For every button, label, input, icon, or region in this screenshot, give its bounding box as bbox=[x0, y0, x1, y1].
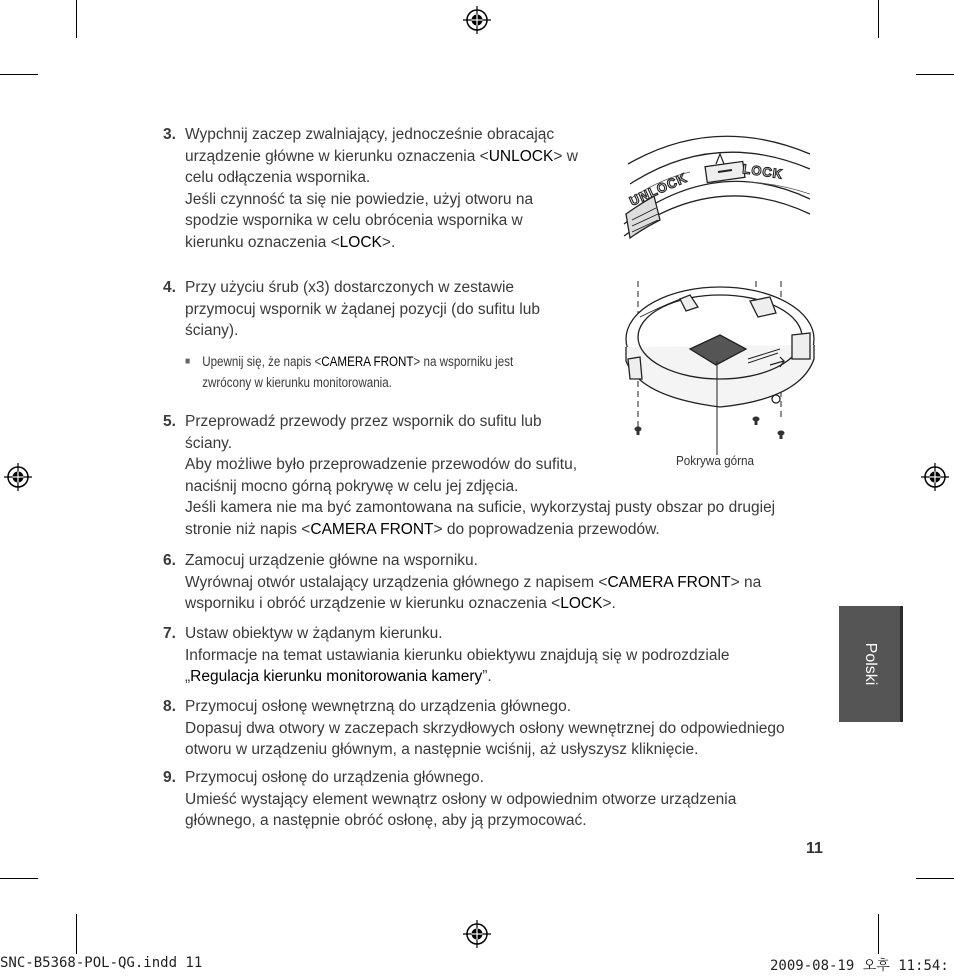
text-line: ściany). bbox=[185, 322, 239, 339]
step-text bbox=[185, 277, 540, 342]
step-number: 9. bbox=[163, 769, 176, 786]
text-line: Dopasuj dwa otwory w zaczepach skrzydłowych osłony wewnętrznej do odpowiedniego bbox=[185, 719, 785, 737]
text-line: Przymocuj osłonę wewnętrzną do urządzenia głównego. bbox=[185, 698, 571, 715]
text-line: Przy użyciu śrub (x3) dostarczonych w zestawie bbox=[185, 279, 515, 296]
step-number: 6. bbox=[163, 552, 176, 569]
text-line: Jeśli czynność ta się nie powiedzie, użyj otworu na bbox=[185, 190, 534, 208]
step-text bbox=[185, 767, 736, 832]
crop-mark bbox=[76, 914, 77, 954]
language-tab bbox=[839, 606, 903, 722]
text-line: Przymocuj osłonę do urządzenia głównego. bbox=[185, 769, 484, 786]
unlock-label: UNLOCK bbox=[627, 169, 690, 209]
text-line: „Regulacja kierunku monitorowania kamery”. bbox=[185, 668, 492, 685]
text-line: Przeprowadź przewody przez wspornik do sufitu lub bbox=[185, 413, 542, 430]
lock-label: LOCK bbox=[741, 161, 785, 182]
crop-mark bbox=[0, 878, 38, 879]
footer-file-info: SNC-B5368-POL-QG.indd 11 bbox=[0, 955, 203, 971]
step-number: 8. bbox=[163, 698, 176, 715]
crop-mark bbox=[916, 878, 954, 879]
text-line: spodzie wspornika w celu obrócenia wspornika w bbox=[185, 212, 523, 229]
registration-mark-icon bbox=[921, 463, 949, 491]
registration-mark-icon bbox=[4, 463, 32, 491]
text-line: Zamocuj urządzenie główne na wsporniku. bbox=[185, 552, 478, 569]
note-bullet: ■ bbox=[185, 356, 191, 367]
text-line: Umieść wystający element wewnątrz osłony w odpowiednim otworze urządzenia bbox=[185, 790, 737, 808]
emphasis-text: UNLOCK bbox=[488, 147, 554, 165]
text-line: stronie niż napis <CAMERA FRONT> do poprowadzenia przewodów. bbox=[185, 520, 660, 538]
emphasis-text: CAMERA FRONT bbox=[310, 520, 434, 538]
step-number: 7. bbox=[163, 625, 176, 642]
step-number: 5. bbox=[163, 413, 176, 430]
step-text bbox=[185, 124, 578, 253]
text-line: Wypchnij zaczep zwalniający, jednocześnie obracając bbox=[185, 126, 555, 143]
text-line: zwrócony w kierunku monitorowania. bbox=[202, 375, 392, 390]
page-number: 11 bbox=[806, 840, 823, 857]
text-line: Wyrównaj otwór ustalający urządzenia głównego z napisem <CAMERA FRONT> na bbox=[185, 573, 762, 591]
bracket-illustration bbox=[620, 277, 820, 457]
text-line: celu odłączenia wspornika. bbox=[185, 169, 371, 186]
step-text bbox=[185, 623, 730, 688]
footer-timestamp: 2009-08-19 오후 11:54: bbox=[770, 958, 949, 974]
text-line: Jeśli kamera nie ma być zamontowana na suficie, wykorzystaj pusty obszar po drugiej bbox=[185, 499, 776, 516]
text-line: kierunku oznaczenia <LOCK>. bbox=[185, 233, 396, 251]
lock-unlock-illustration bbox=[620, 124, 810, 256]
emphasis-text: CAMERA FRONT bbox=[321, 354, 414, 369]
emphasis-text: CAMERA FRONT bbox=[607, 573, 731, 591]
note-text bbox=[202, 351, 513, 393]
crop-mark bbox=[878, 0, 879, 38]
text-line: urządzenie główne w kierunku oznaczenia <UNLOCK> w bbox=[185, 147, 578, 165]
text-line: naciśnij mocno górną pokrywę w celu jej zdjęcia. bbox=[185, 477, 519, 495]
step-number: 3. bbox=[163, 126, 176, 143]
step-number: 4. bbox=[163, 279, 176, 296]
emphasis-text: LOCK bbox=[560, 595, 603, 612]
text-line: otworu w urządzeniu głównym, a następnie wciśnij, aż usłyszysz kliknięcie. bbox=[185, 741, 699, 758]
crop-mark bbox=[916, 74, 954, 75]
language-tab-label: Polski bbox=[861, 642, 879, 686]
emphasis-text: LOCK bbox=[339, 233, 382, 251]
text-line: Upewnij się, że napis <CAMERA FRONT> na wsporniku jest bbox=[202, 354, 514, 369]
registration-mark-icon bbox=[463, 920, 491, 948]
crop-mark bbox=[76, 0, 77, 38]
text-line: wsporniku i obróć urządzenie w kierunku oznaczenia <LOCK>. bbox=[185, 595, 616, 612]
step-text bbox=[185, 550, 761, 615]
registration-mark-icon bbox=[463, 6, 491, 34]
emphasis-text: Regulacja kierunku monitorowania kamery bbox=[190, 668, 483, 685]
text-line: przymocuj wspornik w żądanej pozycji (do sufitu lub bbox=[185, 300, 540, 318]
text-line: Informacje na temat ustawiania kierunku obiektywu znajdują się w podrozdziale bbox=[185, 646, 730, 664]
text-line: głównego, a następnie obróć osłonę, aby ją przymocować. bbox=[185, 812, 587, 829]
crop-mark bbox=[878, 914, 879, 954]
step-text bbox=[185, 696, 785, 761]
text-line: Aby możliwe było przeprowadzenie przewodów do sufitu, bbox=[185, 456, 578, 473]
crop-mark bbox=[0, 74, 38, 75]
text-line: ściany. bbox=[185, 434, 233, 452]
text-line: Ustaw obiektyw w żądanym kierunku. bbox=[185, 625, 443, 642]
figure-caption: Pokrywa górna bbox=[676, 453, 755, 468]
